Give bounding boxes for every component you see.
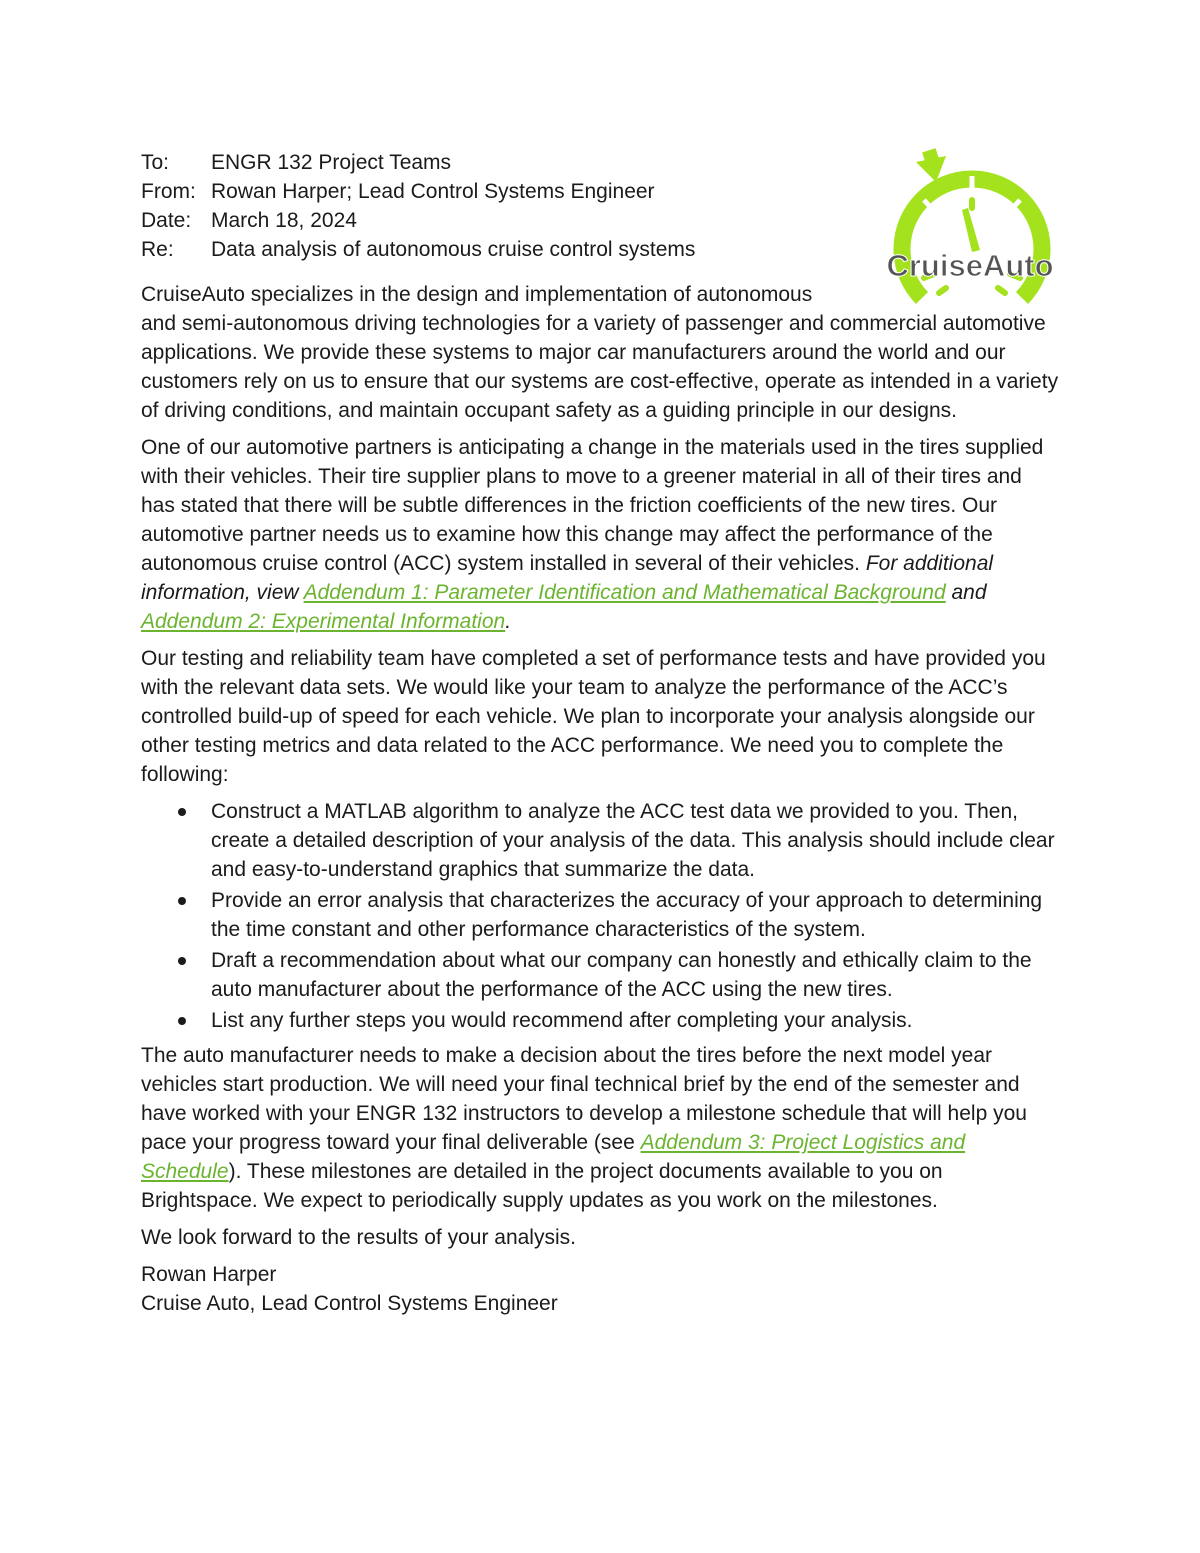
period-text: . <box>505 610 512 633</box>
task-list-item: Draft a recommendation about what our company can honestly and ethically claim to the auto manufacturer about the performance of the ACC using the new tires. <box>211 946 1061 1004</box>
memo-to-row <box>141 148 1061 177</box>
and-text: and <box>945 581 987 604</box>
paragraph-schedule-text-b: ). These milestones are detailed in the project documents available to you on Brightspace. We expect to periodically supply updates as you work on the milestones. <box>141 1160 943 1212</box>
paragraph-testing: Our testing and reliability team have completed a set of performance tests and have provided you with the relevant data sets. We would like your team to analyze the performance of the ACC’s controlled build-up of speed for each vehicle. We plan to incorporate your analysis alongside our other testing metrics and data related to the ACC performance. We need you to complete the following: <box>141 647 1046 786</box>
paragraph-closing: We look forward to the results of your analysis. <box>141 1226 576 1249</box>
memo-to-value: ENGR 132 Project Teams <box>211 151 452 174</box>
signature-title: Cruise Auto, Lead Control Systems Engineer <box>141 1292 558 1315</box>
memo-from-label: From: <box>141 180 196 203</box>
task-list-item: Construct a MATLAB algorithm to analyze the ACC test data we provided to you. Then, create a detailed description of your analysis of the data. This analysis should include clear and easy-to-understand graphics that summarize the data. <box>211 797 1061 884</box>
memo-header <box>141 148 1061 264</box>
task-list-item: Provide an error analysis that characterizes the accuracy of your approach to determining the time constant and other performance characteristics of the system. <box>211 886 1061 944</box>
paragraph-schedule <box>141 1041 1061 1215</box>
task-list <box>141 797 1061 1035</box>
signature-name: Rowan Harper <box>141 1263 277 1286</box>
memo-date-row <box>141 206 1061 235</box>
paragraph-intro-line1: CruiseAuto specializes in the design and implementation of autonomous <box>141 283 813 306</box>
addendum-3-link[interactable]: Addendum 3: Project Logistics and Schedule <box>141 1131 966 1183</box>
addendum-1-link[interactable]: Addendum 1: Parameter Identification and Mathematical Background <box>303 581 946 604</box>
paragraph-schedule-text-a: The auto manufacturer needs to make a decision about the tires before the next model year vehicles start production. We will need your final technical brief by the end of the semester and have worked with your ENGR 132 instructors to develop a milestone schedule that will help you pace your progress toward your final deliverable (see <box>141 1044 1027 1154</box>
memo-document <box>141 148 1061 1318</box>
signature-block <box>141 1260 1061 1318</box>
paragraph-intro <box>141 280 1061 425</box>
memo-from-row <box>141 177 1061 206</box>
paragraph-tire-change-text: One of our automotive partners is anticipating a change in the materials used in the tires supplied with their vehicles. Their tire supplier plans to move to a greener material in all of their tires and has stated that there will be subtle differences in the friction coefficients of the new tires. Our automotive partner needs us to examine how this change may affect the performance of the autonomous cruise control (ACC) system installed in several of their vehicles. <box>141 436 1044 575</box>
task-list-item: List any further steps you would recommend after completing your analysis. <box>211 1006 1061 1035</box>
memo-re-label: Re: <box>141 238 174 261</box>
additional-info-text: For additional information, view <box>141 552 994 604</box>
addendum-2-link[interactable]: Addendum 2: Experimental Information <box>141 610 506 633</box>
memo-date-label: Date: <box>141 209 192 232</box>
paragraph-intro-rest: and semi-autonomous driving technologies for a variety of passenger and commercial automotive applications. We provide these systems to major car manufacturers around the world and our customers rely on us to ensure that our systems are cost-effective, operate as intended in a variety of driving conditions, and maintain occupant safety as a guiding principle in our designs. <box>141 312 1059 422</box>
memo-from-value: Rowan Harper; Lead Control Systems Engineer <box>211 180 655 203</box>
memo-to-label: To: <box>141 151 170 174</box>
paragraph-tire-change <box>141 433 1061 636</box>
logo-text: CruiseAuto <box>886 248 1054 283</box>
memo-date-value: March 18, 2024 <box>211 209 357 232</box>
memo-re-value: Data analysis of autonomous cruise control systems <box>211 238 696 261</box>
memo-re-row <box>141 235 1061 264</box>
